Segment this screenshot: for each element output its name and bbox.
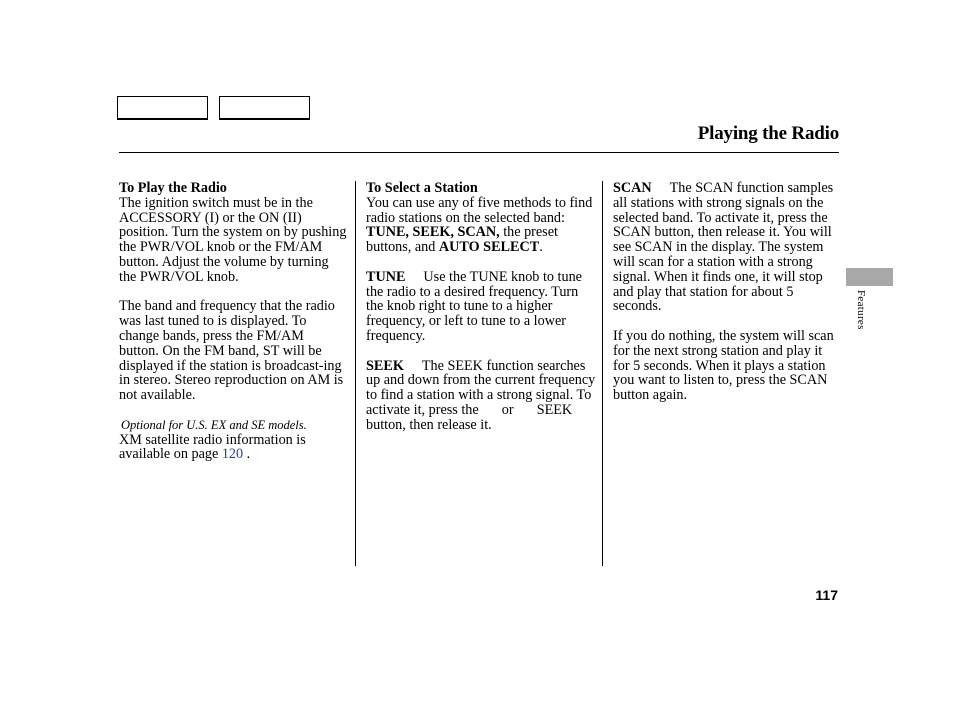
text-scan: The SCAN function samples all stations with strong signals on the selected band. To activate it, press the SCAN button, then release it. You will see SCAN in the display. The system will scan for a station with a strong signal. When it finds one, it will stop and play that station for about 5 seconds. (613, 180, 834, 315)
column-divider (355, 181, 356, 566)
text-seek-or: or (498, 401, 518, 418)
paragraph-xm (119, 418, 347, 462)
page-number: 117 (815, 587, 838, 603)
section-heading-select-station: To Select a Station (366, 180, 478, 196)
label-scan: SCAN (613, 180, 652, 196)
column-play-radio (119, 181, 347, 462)
text-tune: Use the TUNE knob to tune the radio to a desired frequency. Turn the knob right to tune to a higher frequency, or left to tune to a lower frequency. (366, 268, 582, 344)
column-divider (602, 181, 603, 566)
keyword-auto-select: AUTO SELECT (438, 239, 540, 256)
paragraph-seek (366, 359, 598, 433)
text-scan-again: If you do nothing, the system will scan for the next strong station and play it for 5 seconds. When it plays a station you want to listen to, press the SCAN button again. (613, 327, 834, 404)
text-xm-end: . (243, 446, 251, 463)
previous-page-button[interactable] (117, 96, 208, 120)
text-band-frequency: The band and frequency that the radio was last tuned to is displayed. To change bands, press the FM/AM button. On the FM band, ST will be displayed if the station is broadcast-ing in stereo. Stereo reproduction on AM is not available. (119, 298, 344, 404)
page-link-120[interactable]: 120 (221, 446, 244, 463)
text-seek-2: SEEK button, then release it. (366, 401, 573, 433)
section-tab[interactable] (846, 268, 893, 286)
text-methods-mid: the preset buttons, and (366, 224, 558, 256)
text-seek-1: The SEEK function searches up and down from the current frequency to find a station with a strong signal. To activate it, press the (366, 357, 596, 418)
paragraph-tune (366, 270, 598, 344)
paragraph-methods (366, 181, 598, 255)
label-tune: TUNE (366, 268, 406, 285)
paragraph-ignition (119, 181, 347, 285)
label-seek: SEEK (366, 357, 404, 374)
text-ignition: The ignition switch must be in the ACCESSORY (I) or the ON (II) position. Turn the system on by pushing the PWR/VOL knob or the FM/AM button. Adjust the volume by turning the PWR/VOL knob. (119, 194, 347, 285)
column-select-station (366, 181, 598, 433)
title-rule (119, 152, 839, 153)
text-methods-start: You can use any of five methods to find radio stations on the selected band: (366, 194, 593, 226)
paragraph-scan (613, 181, 837, 314)
section-tab-label: Features (855, 290, 867, 330)
keyword-tune-seek-scan: TUNE, SEEK, SCAN, (366, 224, 500, 241)
model-note: Optional for U.S. EX and SE models. (121, 417, 307, 432)
next-page-button[interactable] (219, 96, 310, 120)
section-heading-play-radio: To Play the Radio (119, 180, 227, 196)
page-title: Playing the Radio (697, 123, 839, 144)
column-scan (613, 181, 837, 403)
text-methods-end: . (539, 239, 543, 256)
text-xm-info: XM satellite radio information is available on page (119, 431, 306, 463)
